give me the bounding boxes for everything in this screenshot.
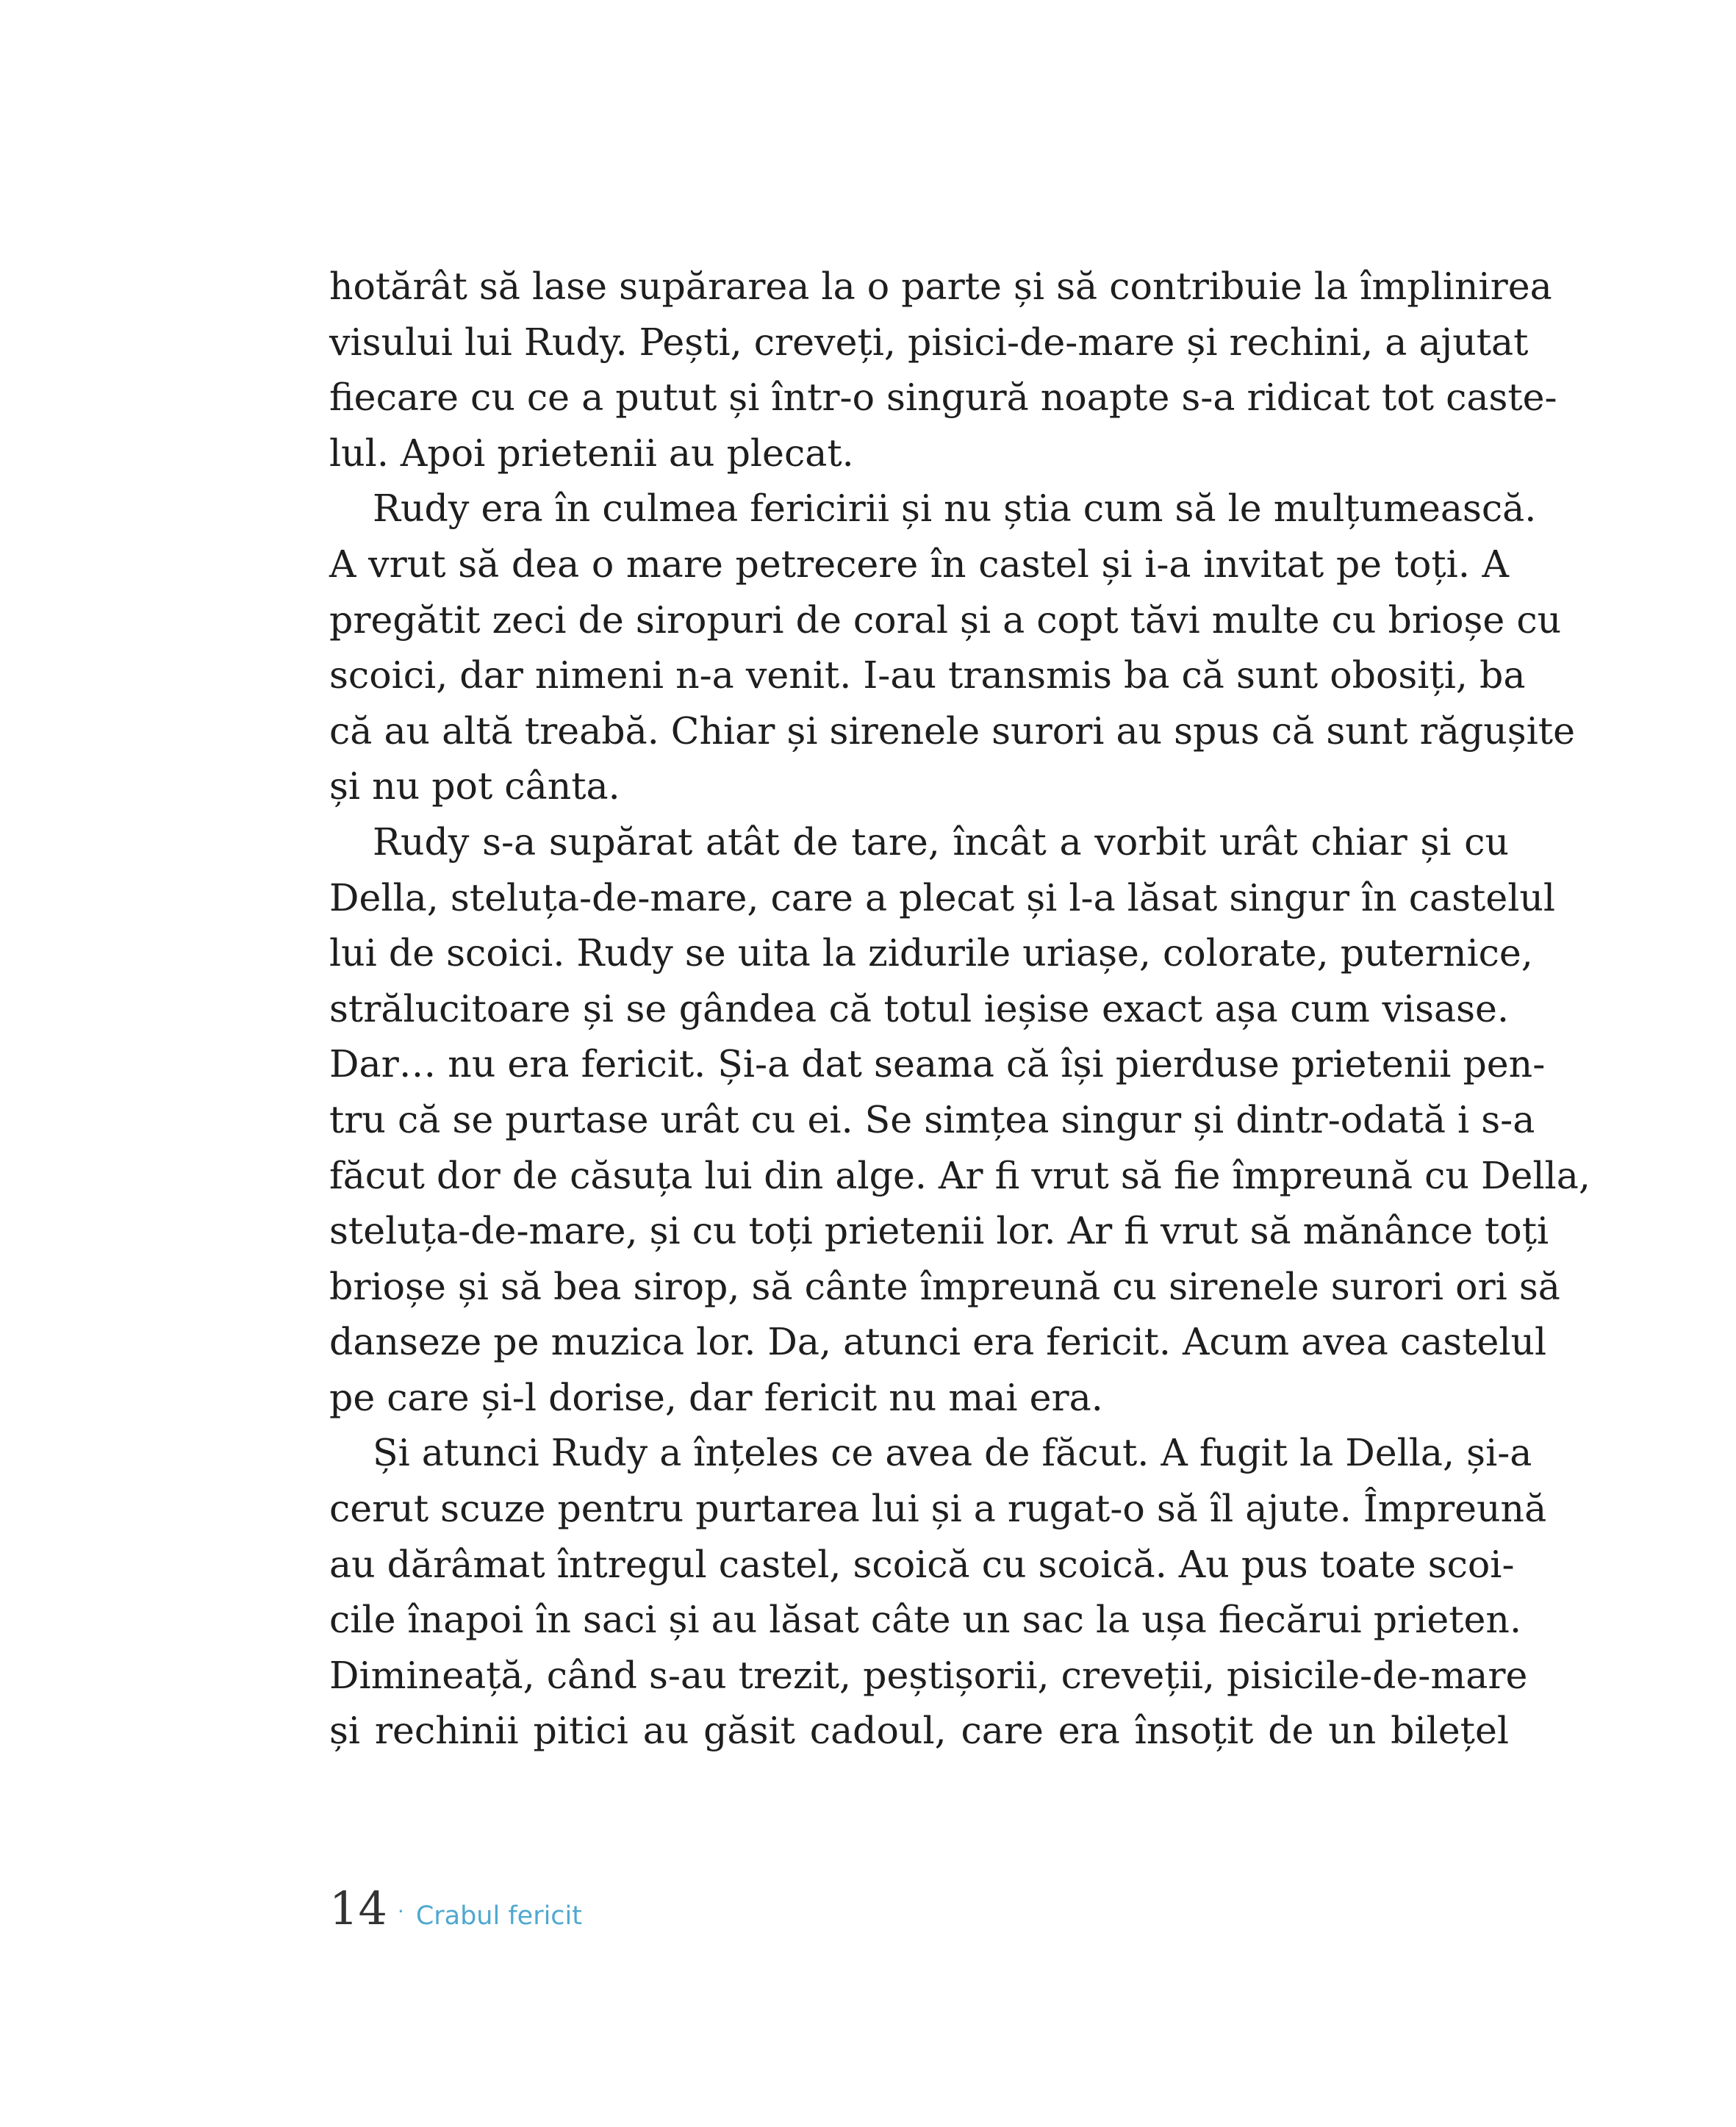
paragraph — [329, 814, 1590, 1426]
text-line: pe care și-l dorise, dar fericit nu mai era. — [329, 1375, 1103, 1419]
text-line: cerut scuze pentru purtarea lui și a rugat-o să îl ajute. Împreună — [329, 1487, 1547, 1531]
body-text — [329, 259, 1590, 1759]
text-line: danseze pe muzica lor. Da, atunci era fericit. Acum avea castelul — [329, 1320, 1547, 1364]
text-line: hotărât să lase supărarea la o parte și să contribuie la împlinirea — [329, 265, 1552, 308]
footer-separator: · — [397, 1899, 404, 1923]
text-line: fiecare cu ce a putut și într-o singură noapte s-a ridicat tot caste- — [329, 376, 1557, 420]
text-line: brioșe și să bea sirop, să cânte împreună cu sirenele surori ori să — [329, 1264, 1560, 1308]
paragraph — [329, 481, 1575, 814]
text-line: cile înapoi în saci și au lăsat câte un sac la ușa fiecărui prieten. — [329, 1598, 1521, 1642]
text-line: au dărâmat întregul castel, scoică cu scoică. Au pus toate scoi- — [329, 1542, 1515, 1586]
text-line: și nu pot cânta. — [329, 764, 620, 808]
text-line: Dimineață, când s-au trezit, peștișorii, creveții, pisicile-de-mare — [329, 1653, 1528, 1697]
paragraph — [329, 259, 1557, 481]
text-line: lui de scoici. Rudy se uita la zidurile uriașe, colorate, puternice, — [329, 931, 1533, 975]
text-line: că au altă treabă. Chiar și sirenele surori au spus că sunt răgușite — [329, 709, 1575, 753]
text-line: și rechinii pitici au găsit cadoul, care era însoțit de un bilețel — [329, 1709, 1509, 1753]
text-line: Și atunci Rudy a înțeles ce avea de făcut. A fugit la Della, și-a — [373, 1431, 1532, 1475]
text-line: Dar… nu era fericit. Și-a dat seama că își pierduse prietenii pen- — [329, 1042, 1546, 1086]
page-footer — [329, 1882, 582, 1948]
text-line: steluța-de-mare, și cu toți prietenii lor. Ar fi vrut să mănânce toți — [329, 1209, 1549, 1253]
text-line: Rudy s-a supărat atât de tare, încât a vorbit urât chiar și cu — [373, 819, 1509, 864]
page-number: 14 — [329, 1882, 387, 1935]
text-line: scoici, dar nimeni n-a venit. I-au transmis ba că sunt obosiți, ba — [329, 653, 1526, 697]
text-line: Rudy era în culmea fericirii și nu știa cum să le mulțumească. — [373, 487, 1537, 531]
text-line: lul. Apoi prietenii au plecat. — [329, 431, 854, 475]
text-line: visului lui Rudy. Pești, creveți, pisici-de-mare și rechini, a ajutat — [329, 320, 1529, 364]
text-line: A vrut să dea o mare petrecere în castel și i-a invitat pe toți. A — [329, 542, 1509, 586]
text-line: pregătit zeci de siropuri de coral și a copt tăvi multe cu brioșe cu — [329, 598, 1562, 642]
text-line: Della, steluța-de-mare, care a plecat și l-a lăsat singur în castelul — [329, 875, 1556, 919]
text-line: strălucitoare și se gândea că totul ieșise exact așa cum visase. — [329, 986, 1509, 1030]
paragraph — [329, 1425, 1547, 1759]
text-line: făcut dor de căsuța lui din alge. Ar fi vrut să fie împreună cu Della, — [329, 1153, 1590, 1197]
text-line: tru că se purtase urât cu ei. Se simțea singur și dintr-odată i s-a — [329, 1097, 1535, 1141]
book-title: Crabul fericit — [415, 1901, 582, 1931]
